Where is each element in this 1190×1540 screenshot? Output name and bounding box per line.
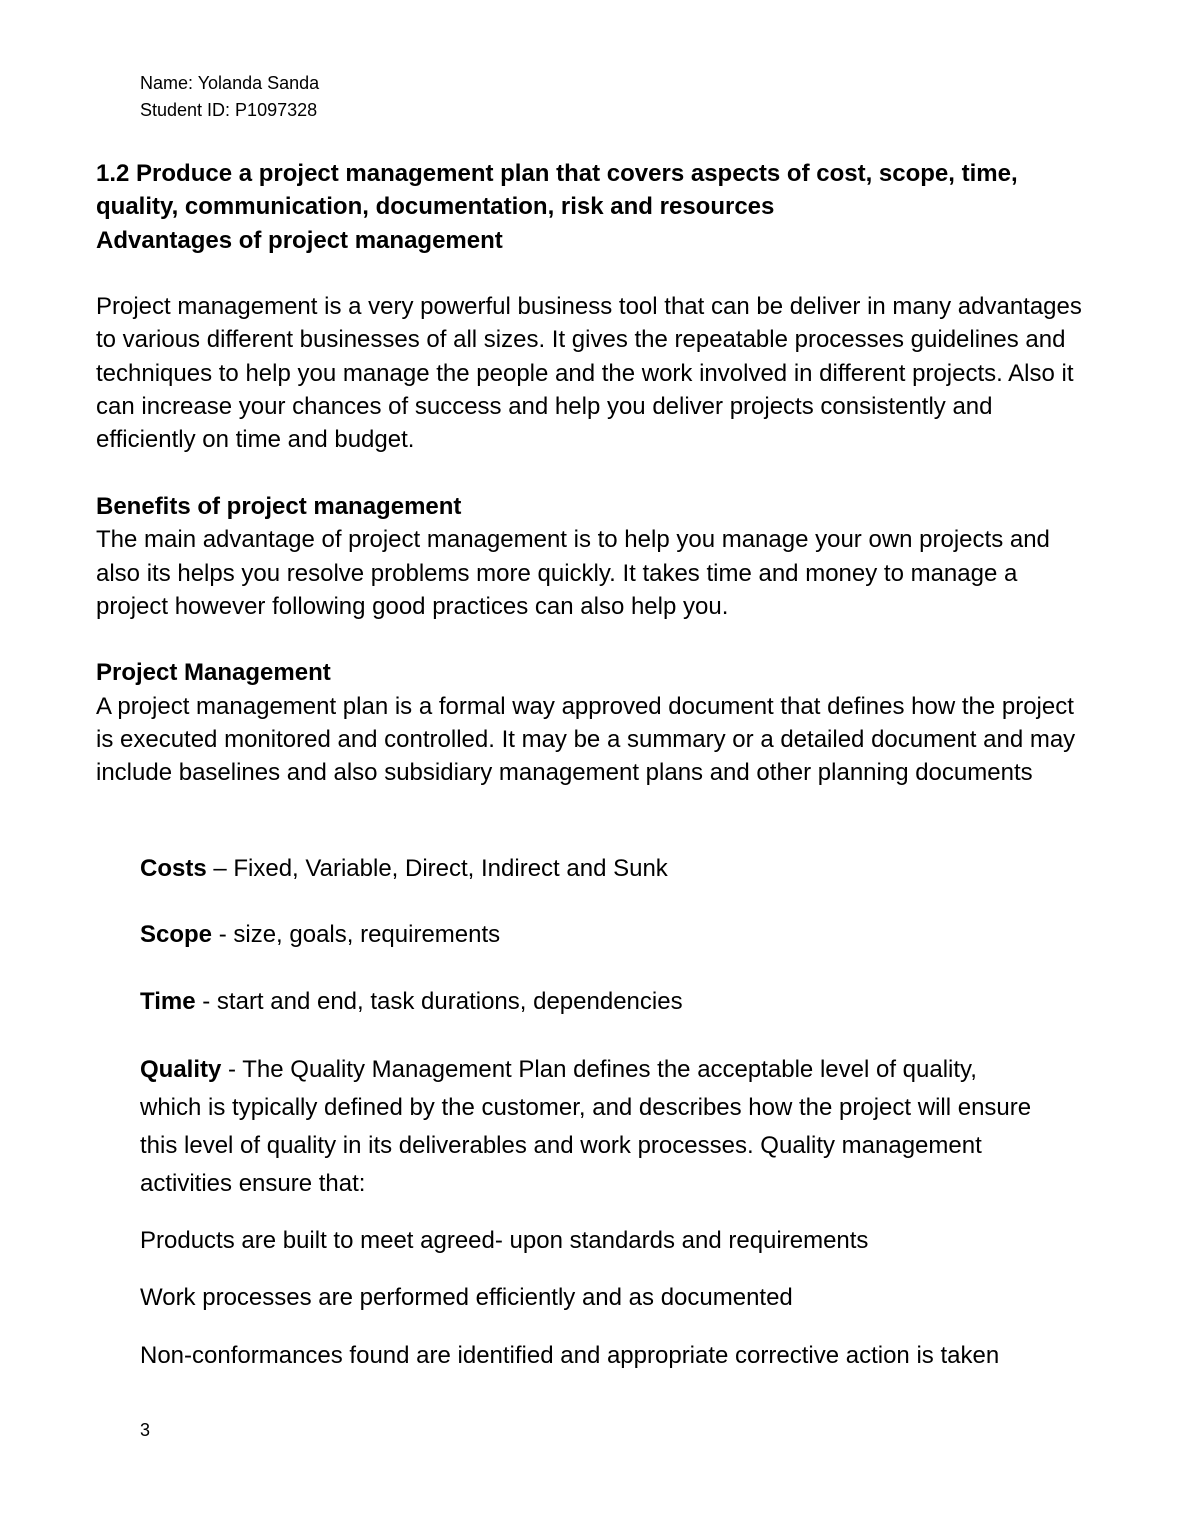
section-heading-line1: 1.2 Produce a project management plan that covers aspects of cost, scope, time, (96, 160, 1018, 187)
project-management-paragraph: A project management plan is a formal way approved document that defines how the project is executed monitored and controlled. It may be a summary or a detailed document and may include baselines and also subsidiary management plans and other planning documents (96, 692, 1076, 787)
quality-text: - The Quality Management Plan defines the acceptable level of quality, which is typically defined by the customer, and describes how the project will ensure this level of quality in its deliverables and work processes. Quality management activities ensure that: (140, 1056, 1032, 1197)
benefits-heading: Benefits of project management (96, 492, 462, 520)
page-number: 3 (140, 1420, 151, 1440)
section-heading-line2: quality, communication, documentation, risk and resources (96, 193, 775, 221)
costs-text: – Fixed, Variable, Direct, Indirect and Sunk (206, 855, 668, 882)
student-id: Student ID: P1097328 (140, 100, 318, 120)
benefits-paragraph: The main advantage of project management is to help you manage your own projects and also its helps you resolve problems more quickly. It takes time and money to manage a project however following good practices can also help you. (96, 526, 1050, 620)
document-body (96, 157, 1096, 790)
time-label: Time (140, 988, 196, 1015)
document-page: Name: Yolanda Sanda Student ID: P1097328 1.2 Produce a project management plan that covers aspects of cost, scope, time, quality, communication, documentation, risk and resources Advantages of project management Project management is a very powerful business tool that can be deliver in many advantages to various different businesses of all sizes. It gives the repeatable processes guidelines and techniques to help you manage the people and the work involved in different projects. Also it can increase your chances of success and help you deliver projects consistently and efficiently on time and budget. Benefits of project management The main advantage of project management is to help you manage your own projects and also its helps you resolve problems more quickly. It takes time and money to manage a project however following good practices can also help you. Project Management A project management plan is a formal way approved document that defines how the project is executed monitored and controlled. It may be a summary or a detailed document and may include baselines and also subsidiary management plans and other planning documents Costs – Fixed, Variable, Direct, Indirect and Sunk Scope - size, goals, requirements Time - start and end, task durations, dependencies Quality - The Quality Management Plan defines the acceptable level of quality, which is typically defined by the customer, and describes how the project will ensure this level of quality in its deliverables and work processes. Quality management activities ensure that: Products are built to meet agreed- upon standards and requirements Work processes are performed efficiently and as documented Non-conformances found are identified and appropriate corrective action is taken 3 (0, 0, 1190, 1540)
advantages-heading: Advantages of project management (96, 226, 503, 254)
scope-text: - size, goals, requirements (212, 921, 501, 948)
project-management-heading: Project Management (96, 659, 331, 687)
quality-label: Quality (140, 1056, 222, 1083)
time-text: - start and end, task durations, dependencies (195, 988, 683, 1015)
costs-label: Costs (140, 855, 207, 882)
student-header (140, 70, 319, 124)
advantages-paragraph: Project management is a very powerful business tool that can be deliver in many advantages to various different businesses of all sizes. It gives the repeatable processes guidelines and techniques to help you manage the people and the work involved in different projects. Also it can increase your chances of success and help you deliver projects consistently and efficiently on time and budget. (96, 293, 1082, 454)
student-name: Name: Yolanda Sanda (140, 73, 320, 93)
scope-label: Scope (140, 921, 213, 948)
